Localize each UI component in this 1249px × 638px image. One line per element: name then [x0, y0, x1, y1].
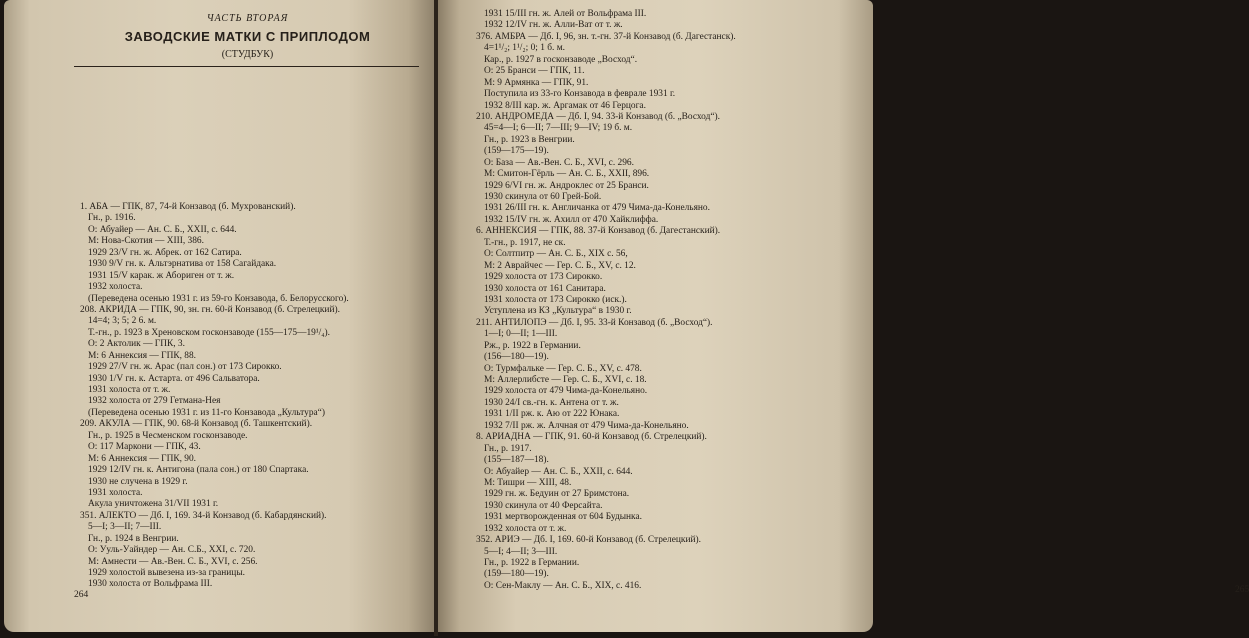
entry-text-line: М: Смитон-Гёрль — Ан. С. Б., XXII, 896. [484, 169, 650, 180]
entry-text-line: (Переведена осенью 1931 г. из 11-го Конзавода „Культура“) [88, 407, 325, 418]
entry-text-line: 1930 скинула от 40 Ферсайта. [484, 500, 603, 511]
right-page-text [476, 9, 806, 592]
entry-text-line: 5—I; 4—II; 3—III. [484, 546, 558, 557]
entry-text-line: 1932 7/II рж. ж. Алчная от 479 Чима-да-Конельяно. [484, 420, 689, 431]
entry-text-line: О: 117 Маркони — ГПК, 43. [88, 442, 201, 453]
entry-text-line: 1929 23/V гн. ж. Абрек. от 162 Сатира. [88, 247, 242, 258]
entry-text-line: О: Абуайер — Ан. С. Б., XXII, с. 644. [88, 224, 237, 235]
entry-text-line: 14=4; 3; 5; 2 6. м. [88, 316, 157, 327]
entry-text-line: 5—I; 3—II; 7—III. [88, 522, 162, 533]
entry-text-line: Т.-гн., р. 1923 в Хреновском госконзаводе (155—175—19¹/₄). [88, 327, 331, 338]
entry-text-line: 4=1¹/₂; 1¹/₂; 0; 1 б. м. [484, 43, 566, 54]
entry-text-line: 1932 8/III кар. ж. Аргамак от 46 Герцога. [484, 100, 646, 111]
entry-heading-line: 208. АКРИДА — ГПК, 90, зн. гн. 60-й Конзавод (б. Стрелецкий). [80, 304, 340, 315]
entry-text-line: 1932 15/IV гн. ж. Ахилл от 470 Хайклиффа. [484, 214, 659, 225]
page-number-right: 265 [1235, 585, 1249, 595]
entry-text-line: М: Амнести — Ав.-Вен. С. Б., XVI, с. 256. [88, 556, 258, 567]
entry-text-line: 1931 холоста от 173 Сирокко (иск.). [484, 294, 627, 305]
entry-text-line: 1929 холостой вывезена из-за границы. [88, 568, 245, 578]
entry-text-line: Гн., р. 1922 в Германии. [484, 558, 580, 568]
entry-text-line: 1—I; 0—II; 1—III. [484, 329, 558, 340]
entry-text-line: 1930 не случена в 1929 г. [88, 476, 188, 487]
entry-text-line: М: 6 Аннексия — ГПК, 90. [88, 453, 197, 464]
entry-heading-line: 376. АМБРА — Дб. I, 96, зн. т.-гн. 37-й Конзавод (б. Дагестанск). [476, 31, 736, 42]
entry-text-line: Поступила из 33-го Конзавода в феврале 1931 г. [484, 89, 676, 100]
entry-text-line: 45=4—I; 6—II; 7—III; 9—IV; 19 б. м. [484, 123, 633, 134]
entry-text-line: Уступлена из КЗ „Культура“ в 1930 г. [484, 306, 632, 317]
entry-heading-line: 8. АРИАДНА — ГПК, 91. 60-й Конзавод (б. Стрелецкий). [476, 432, 707, 443]
entry-text-line: М: 6 Аннексия — ГПК, 88. [88, 350, 197, 361]
entry-text-line: Гн., р. 1924 в Венгрии. [88, 533, 179, 544]
entry-text-line: 1931 26/III гн. к. Англичанка от 479 Чима-да-Конельяно. [484, 203, 710, 214]
entry-text-line: М: 2 Аврайчес — Гер. С. Б., XV, с. 12. [484, 260, 636, 271]
entry-text-line: Гн., р. 1916. [88, 213, 136, 224]
entry-text-line: Гн., р. 1925 в Чесменском госконзаводе. [88, 430, 248, 441]
entry-text-line: М: Аллерлибсте — Гер. С. Б., XVI, с. 18. [484, 375, 647, 385]
entry-text-line: Гн., р. 1917. [484, 443, 532, 454]
entry-text-line: М: Тишри — XIII, 48. [484, 477, 572, 488]
entry-heading-line: 209. АКУЛА — ГПК, 90. 68-й Конзавод (б. Ташкентский). [80, 419, 313, 430]
header-rule [74, 66, 419, 67]
book-gutter [434, 0, 438, 636]
entry-text-line: (159—180—19). [484, 569, 549, 580]
entry-text-line: (155—187—18). [484, 455, 549, 466]
entry-text-line: 1932 холоста от т. ж. [484, 523, 567, 534]
entry-text-line: О: База — Ав.-Вен. С. Б., XVI, с. 296. [484, 157, 634, 168]
entry-text-line: Кар., р. 1927 в госконзаводе „Восход“. [484, 54, 638, 65]
entry-text-line: Акула уничтожена 31/VII 1931 г. [88, 499, 219, 510]
entry-text-line: 1929 6/VI гн. ж. Андроклес от 25 Бранси. [484, 180, 649, 191]
entry-text-line: 1930 холоста от 161 Санитара. [484, 283, 606, 294]
entry-text-line: Рж., р. 1922 в Германии. [484, 340, 581, 351]
entry-text-line: О: 25 Бранси — ГПК, 11. [484, 66, 585, 77]
entry-text-line: 1931 мертворожденная от 604 Будынка. [484, 512, 642, 523]
entry-text-line: О: Солтпитр — Ан. С. Б., XIX с. 56, [484, 249, 628, 260]
entry-text-line: (156—180—19). [484, 352, 549, 363]
entry-text-line: 1931 15/III гн. ж. Алей от Вольфрама III. [484, 9, 647, 19]
entry-text-line: Т.-гн., р. 1917, не ск. [484, 237, 566, 248]
entry-text-line: М: 9 Армянка — ГПК, 91. [484, 77, 589, 88]
part-label: ЧАСТЬ ВТОРАЯ [206, 13, 289, 24]
page-number-left: 264 [74, 590, 89, 600]
entry-text-line: 1931 1/II рж. к. Аю от 222 Юнака. [484, 409, 620, 420]
section-title: ЗАВОДСКИЕ МАТКИ С ПРИПЛОДОМ [124, 29, 371, 44]
entry-heading-line: 1. АБА — ГПК, 87, 74-й Конзавод (б. Мухрованский). [80, 202, 296, 212]
entry-heading-line: 351. АЛЕКТО — Дб. I, 169. 34-й Конзавод (б. Кабардянский). [80, 510, 327, 521]
entry-text-line: 1931 холоста. [88, 487, 143, 498]
entry-text-line: О: Сен-Маклу — Ан. С. Б., XIX, с. 416. [484, 580, 642, 591]
entry-text-line: 1930 холоста от Вольфрама III. [88, 579, 213, 590]
entry-heading-line: 211. АНТИЛОПЭ — Дб. I, 95. 33-й Конзавод (б. „Восход“). [476, 317, 713, 328]
entry-text-line: (Переведена осенью 1931 г. из 59-го Конзавода, б. Белорусского). [88, 293, 349, 304]
entry-text-line: 1932 холоста от 279 Гетмана-Нея [88, 396, 221, 407]
entry-text-line: 1932 холоста. [88, 282, 143, 293]
entry-text-line: 1929 12/IV гн. к. Антигона (пала сон.) от 180 Спартака. [88, 465, 309, 476]
entry-text-line: 1930 скинула от 60 Грей-Бой. [484, 192, 602, 202]
section-subtitle: (СТУДБУК) [221, 49, 274, 60]
entry-text-line: М: Нова-Скотия — XIII, 386. [88, 236, 204, 247]
entry-text-line: 1929 гн. ж. Бедуин от 27 Бримстона. [484, 489, 630, 500]
entry-text-line: 1930 9/V гн. к. Альтэрнатива от 158 Сагайдака. [88, 259, 277, 270]
entry-text-line: Гн., р. 1923 в Венгрии. [484, 134, 575, 145]
entry-text-line: О: Ууль-Уайндер — Ан. С.Б., XXI, с. 720. [88, 545, 256, 556]
entry-text-line: 1929 холоста от 479 Чима-да-Конельяно. [484, 386, 648, 397]
entry-text-line: (159—175—19). [484, 146, 549, 157]
entry-heading-line: 210. АНДРОМЕДА — Дб. I, 94. 33-й Конзавод (б. „Восход“). [476, 111, 720, 122]
entry-heading-line: 6. АННЕКСИЯ — ГПК, 88. 37-й Конзавод (б. Дагестанский). [476, 226, 721, 237]
entry-text-line: 1930 24/I св.-гн. к. Антена от т. ж. [484, 397, 619, 408]
left-page-text [80, 202, 415, 591]
entry-heading-line: 352. АРИЭ — Дб. I, 169. 60-й Конзавод (б. Стрелецкий). [476, 535, 701, 546]
entry-text-line: 1932 12/IV гн. ж. Алли-Ват от т. ж. [484, 20, 623, 31]
entry-text-line: 1930 1/V гн. к. Астарта. от 496 Сальватора. [88, 373, 260, 384]
entry-text-line: О: Абуайер — Ан. С. Б., XXII, с. 644. [484, 466, 633, 477]
entry-text-line: О: Турмфальке — Гер. С. Б., XV, с. 478. [484, 363, 642, 374]
entry-text-line: О: 2 Актолик — ГПК, 3. [88, 339, 185, 350]
entry-text-line: 1929 27/V гн. ж. Арас (пал сон.) от 173 Сирокко. [88, 362, 282, 373]
entry-text-line: 1931 холоста от т. ж. [88, 385, 171, 395]
entry-text-line: 1931 15/V карак. ж Абориген от т. ж. [88, 270, 235, 281]
entry-text-line: 1929 холоста от 173 Сирокко. [484, 272, 603, 283]
left-page [4, 0, 434, 632]
